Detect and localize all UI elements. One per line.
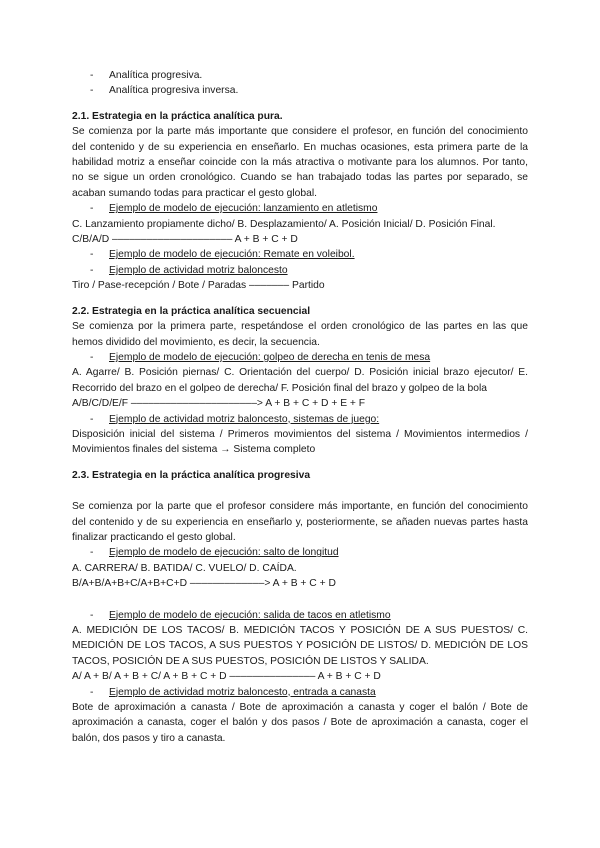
list-dash: -	[90, 413, 94, 425]
list-dash: -	[90, 547, 94, 559]
list-dash: -	[90, 609, 94, 621]
example-formula: C/B/A/D ––––––––––––––––––––– A + B + C + D	[72, 234, 298, 246]
example-item	[72, 201, 528, 216]
section-heading-2-1: 2.1. Estrategia en la práctica analítica pura.	[72, 110, 283, 122]
list-item-text: Analítica progresiva.	[109, 70, 203, 81]
example-item	[72, 247, 528, 262]
example-text: A. CARRERA/ B. BATIDA/ C. VUELO/ D. CAÍDA.	[72, 562, 297, 574]
section-heading-2-3: 2.3. Estrategia en la práctica analítica progresiva	[72, 469, 311, 481]
example-formula: A/B/C/D/E/F ––––––––––––––––––––––> A + B + C + D + E + F	[72, 398, 366, 410]
section-heading-2-2: 2.2. Estrategia en la práctica analítica secuencial	[72, 305, 311, 317]
list-dash: -	[90, 203, 94, 215]
list-dash: -	[90, 85, 94, 97]
list-dash: -	[90, 70, 94, 81]
example-label: Ejemplo de modelo de ejecución: golpeo de derecha en tenis de mesa	[109, 351, 431, 363]
list-item	[72, 68, 528, 83]
example-label: Ejemplo de actividad motriz baloncesto, sistemas de juego:	[109, 413, 380, 425]
example-label: Ejemplo de actividad motriz baloncesto, entrada a canasta	[109, 686, 376, 698]
example-label: Ejemplo de modelo de ejecución: salto de longitud	[109, 547, 339, 559]
example-label: Ejemplo de modelo de ejecución: salida de tacos en atletismo	[109, 609, 391, 621]
example-formula: B/A+B/A+B+C/A+B+C+D –––––––––––––> A + B + C + D	[72, 578, 336, 590]
section-2-3-body: Se comienza por la parte que el profesor considere más importante, en función del conocimiento del contenido y de su experiencia en enseñarlo y, posteriormente, se añaden nuevas partes hasta finalizar practicando el gesto global.	[72, 501, 528, 543]
example-text: C. Lanzamiento propiamente dicho/ B. Desplazamiento/ A. Posición Inicial/ D. Posición Final.	[72, 218, 496, 230]
list-dash: -	[90, 351, 94, 363]
example-label: Ejemplo de modelo de ejecución: Remate en voleibol.	[109, 249, 355, 261]
example-text: A. MEDICIÓN DE LOS TACOS/ B. MEDICIÓN TACOS Y POSICIÓN DE A SUS PUESTOS/ C. MEDICIÓN DE LOS TACOS, A SUS PUESTOS Y POSICIÓN DE LISTOS/ D. MEDICIÓN DE LOS TACOS, POSICIÓN DE A SUS PUESTOS, POSICIÓN DE LISTOS Y SALIDA.	[72, 625, 528, 667]
list-dash: -	[90, 686, 94, 698]
example-text: Bote de aproximación a canasta / Bote de aproximación a canasta y coger el balón / Bote de aproximación a canasta, coger el balón y dos pasos / Bote de aproximación a canasta, coger el balón, dos pasos y tiro a canasta.	[72, 702, 528, 744]
example-label: Ejemplo de actividad motriz baloncesto	[109, 264, 288, 276]
example-item	[72, 608, 528, 623]
section-2-2-body: Se comienza por la primera parte, respetándose el orden cronológico de las partes en las que hemos dividido del movimiento, es decir, la secuencia.	[72, 321, 528, 348]
example-label: Ejemplo de modelo de ejecución: lanzamiento en atletismo	[109, 203, 378, 215]
list-item	[72, 83, 528, 98]
example-item	[72, 545, 528, 560]
list-item-text: Analítica progresiva inversa.	[109, 85, 239, 97]
example-item	[72, 685, 528, 700]
example-text: A. Agarre/ B. Posición piernas/ C. Orientación del cuerpo/ D. Posición inicial brazo ejecutor/ E. Recorrido del brazo en el golpeo de derecha/ F. Posición final del brazo y golpeo de la bola	[72, 367, 528, 394]
section-2-1-body: Se comienza por la parte más importante que considere el profesor, en función del conocimiento del contenido y de su experiencia en enseñarlo. En muchas ocasiones, esta primera parte de la habilidad motriz a enseñar coincide con la más atractiva o motivante para los alumnos. Por tanto, no se sigue un orden cronológico. Cuando se han trabajado todas las partes por separado, se acaban sumando todas para practicar el gesto global.	[72, 126, 528, 199]
example-text: Disposición inicial del sistema / Primeros movimientos del sistema / Movimientos intermedios / Movimientos finales del sistema → Sistema completo	[72, 428, 528, 456]
example-item	[72, 412, 528, 427]
example-item	[72, 350, 528, 365]
example-formula: A/ A + B/ A + B + C/ A + B + C + D ––––––––––––––– A + B + C + D	[72, 671, 381, 683]
example-text: Tiro / Pase-recepción / Bote / Paradas ––––––– Partido	[72, 280, 325, 292]
example-item	[72, 263, 528, 278]
list-dash: -	[90, 249, 94, 261]
list-dash: -	[90, 264, 94, 276]
